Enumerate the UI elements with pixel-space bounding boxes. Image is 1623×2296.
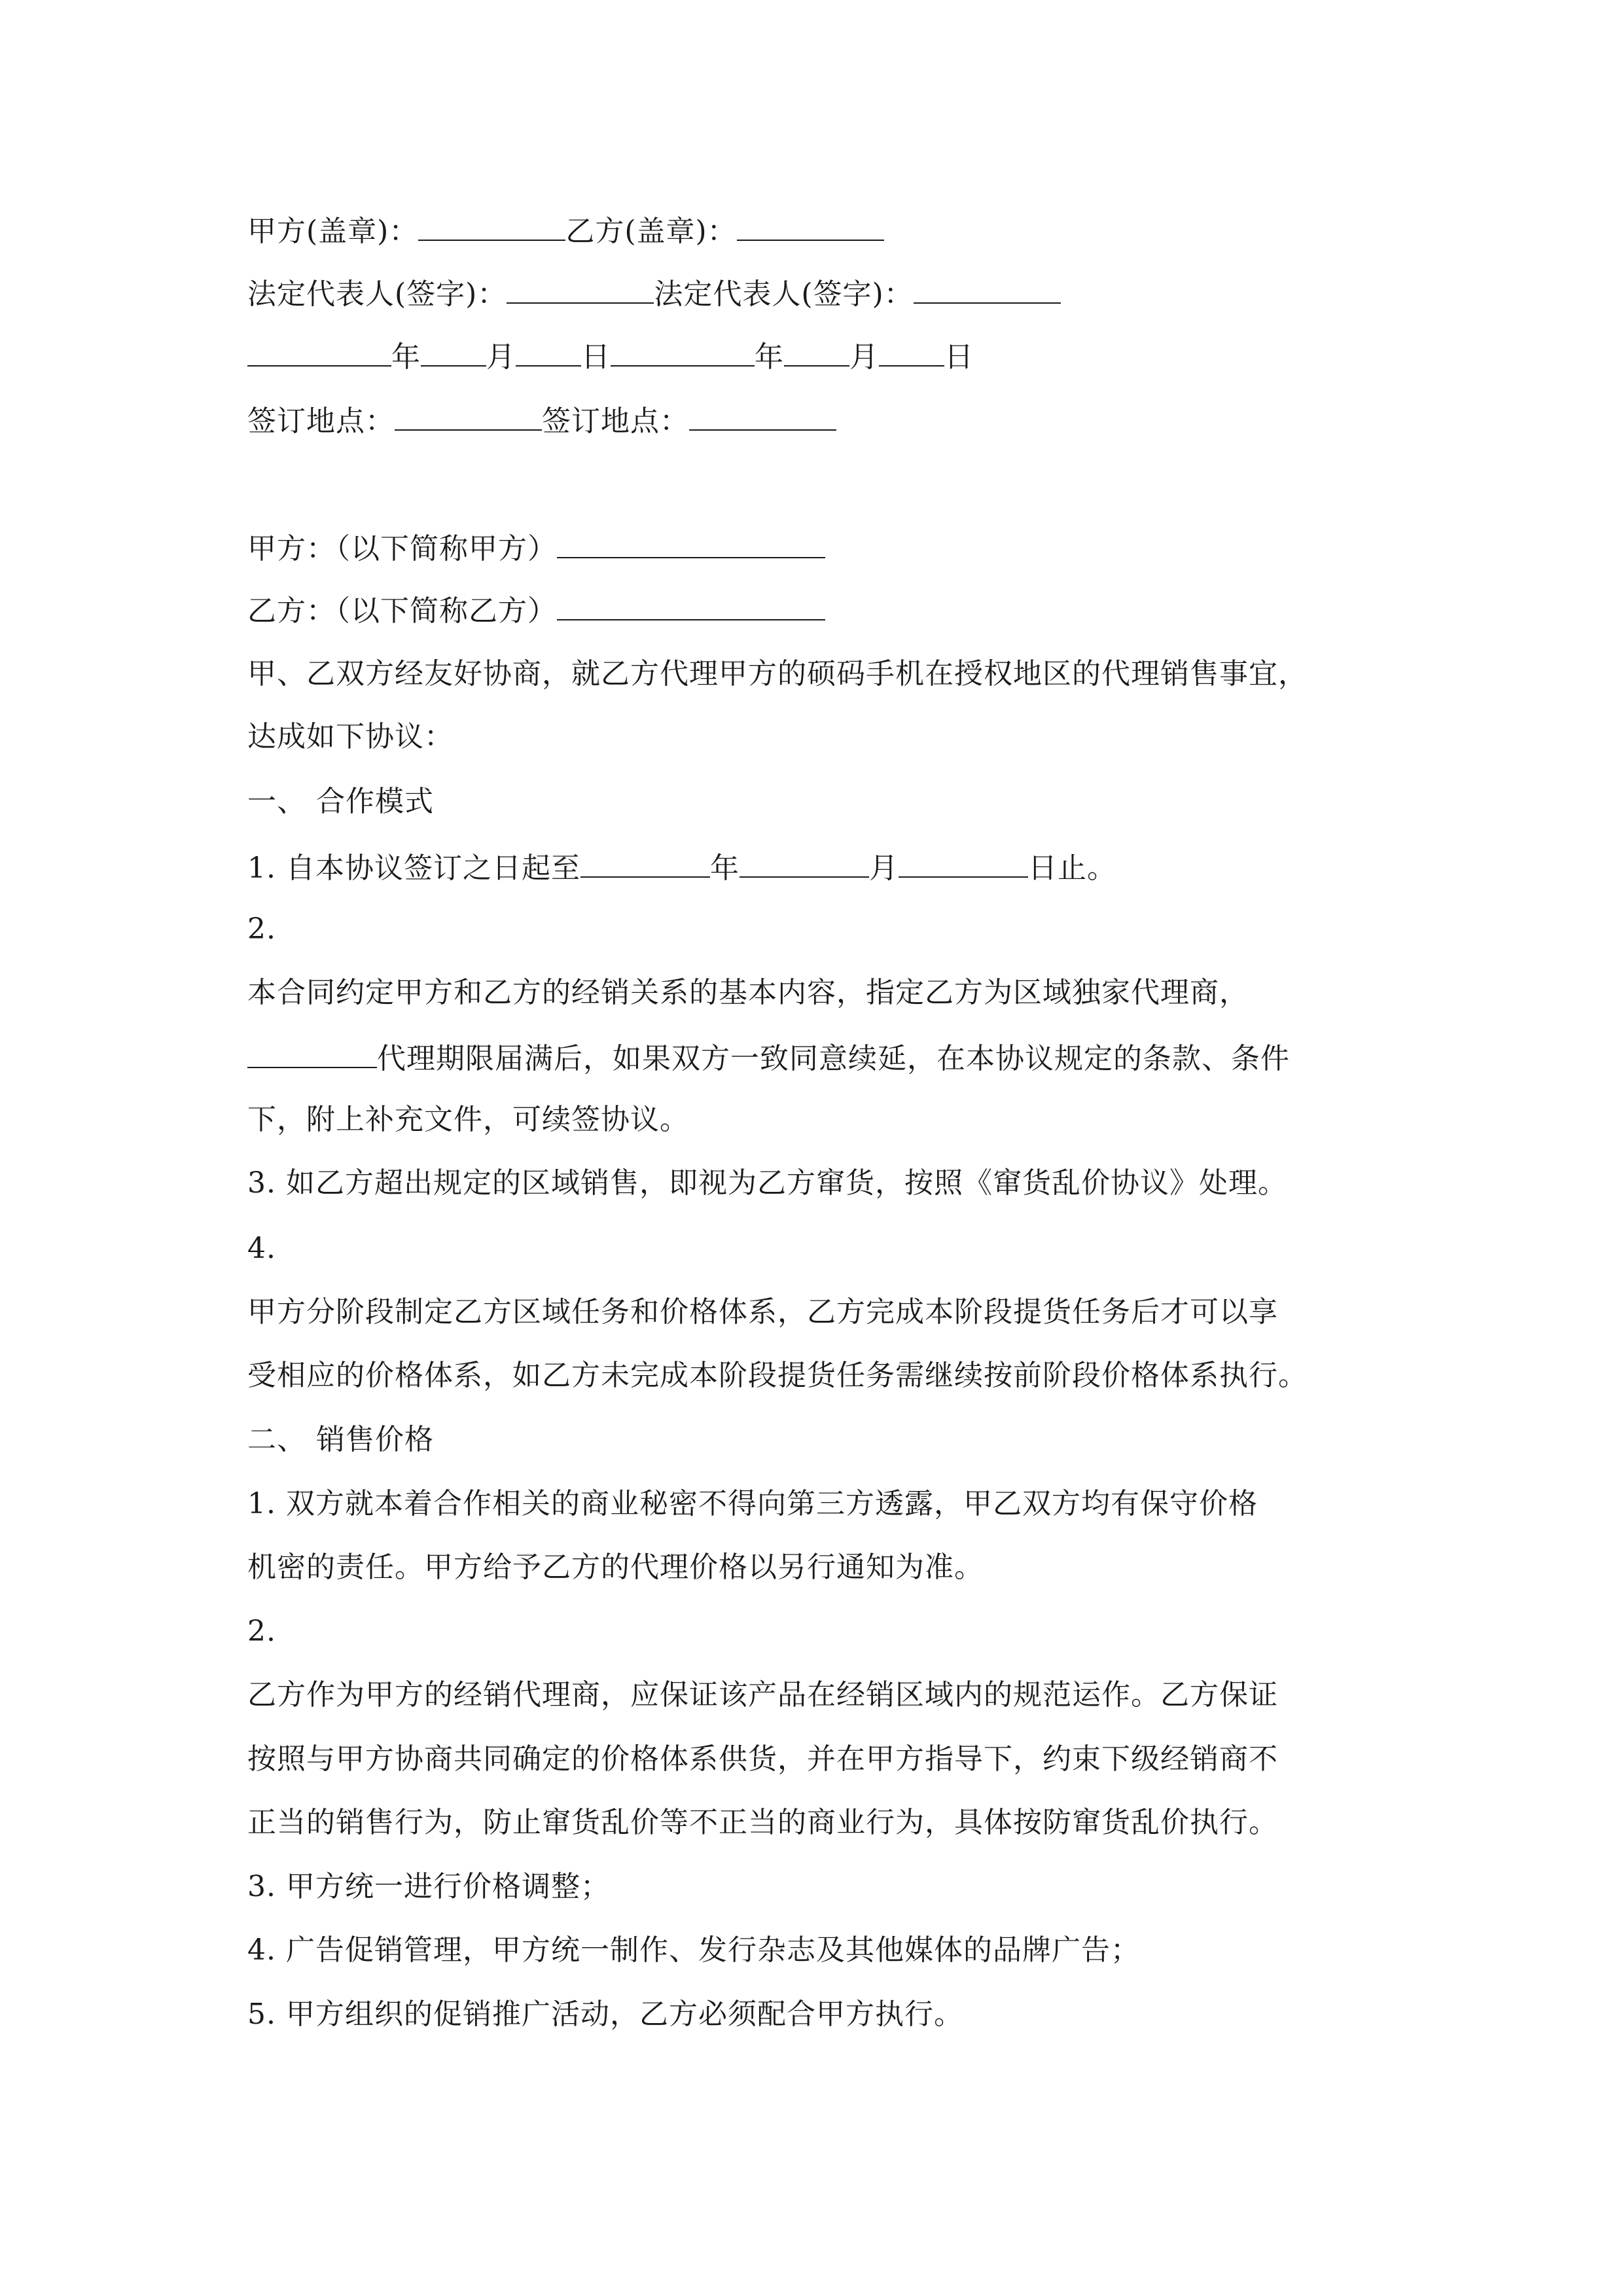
party-b-line [247,589,825,631]
party-a-label: 甲方：（以下简称甲方） [247,532,557,565]
section2-item2-line1: 乙方作为甲方的经销代理商，应保证该产品在经销区域内的规范运作。乙方保证 [247,1678,1278,1712]
date-b-year-label: 年 [755,340,784,374]
date-b-year-blank[interactable] [611,335,755,367]
place-line [247,399,836,441]
party-a-name-blank[interactable] [557,527,825,558]
place-b-label: 签订地点： [542,404,689,438]
date-a-month-label: 月 [486,340,516,374]
date-a-day-blank[interactable] [516,335,581,367]
section1-item4-line2: 受相应的价格体系，如乙方未完成本阶段提货任务需继续按前阶段价格体系执行。 [247,1359,1308,1392]
place-b-blank[interactable] [689,399,836,431]
party-a-line [247,527,825,569]
item1-month-blank[interactable] [740,846,869,878]
section1-item1 [247,846,1116,888]
item1-prefix: 1. 自本协议签订之日起至 [247,852,580,885]
section2-item2-line2: 按照与甲方协商共同确定的价格体系供货，并在甲方指导下，约束下级经销商不 [247,1742,1278,1776]
date-b-month-label: 月 [849,340,879,374]
section1-item2-line1: 本合同约定甲方和乙方的经销关系的基本内容，指定乙方为区域独家代理商， [247,976,1249,1009]
section1-heading: 一、 合作模式 [247,785,434,818]
section2-item1-line2: 机密的责任。甲方给予乙方的代理价格以另行通知为准。 [247,1551,984,1584]
section1-item2-line3: 下，附上补充文件，可续签协议。 [247,1103,689,1136]
place-a-label: 签订地点： [247,404,395,438]
section1-item3: 3. 如乙方超出规定的区域销售，即视为乙方窜货，按照《窜货乱价协议》处理。 [247,1166,1287,1200]
date-b-month-blank[interactable] [784,335,849,367]
legal-rep-a-blank[interactable] [507,272,654,304]
party-a-seal-label: 甲方(盖章)： [247,215,419,248]
place-a-blank[interactable] [395,399,542,431]
item1-year-blank[interactable] [580,846,710,878]
section2-item3: 3. 甲方统一进行价格调整； [247,1870,610,1903]
section1-item2-line2 [247,1037,1290,1079]
intro-line-2: 达成如下协议： [247,720,454,753]
date-a-year-blank[interactable] [247,335,391,367]
date-line [247,335,974,377]
intro-line-1: 甲、乙双方经友好协商，就乙方代理甲方的硕码手机在授权地区的代理销售事宜， [247,657,1308,691]
section1-item4-line1: 甲方分阶段制定乙方区域任务和价格体系，乙方完成本阶段提货任务后才可以享 [247,1295,1278,1329]
section2-item2-num: 2. [247,1615,276,1648]
item1-year-label: 年 [709,852,740,885]
party-b-label: 乙方：（以下简称乙方） [247,594,557,628]
date-b-day-label: 日 [944,340,974,374]
item1-day-blank[interactable] [899,846,1028,878]
seal-line [247,209,884,251]
party-b-seal-blank[interactable] [737,209,884,241]
date-a-year-label: 年 [391,340,421,374]
section1-item4-num: 4. [247,1232,276,1265]
legal-rep-line [247,272,1061,314]
legal-rep-b-blank[interactable] [914,272,1061,304]
section2-item1-line1: 1. 双方就本着合作相关的商业秘密不得向第三方透露，甲乙双方均有保守价格 [247,1487,1258,1520]
date-a-day-label: 日 [581,340,611,374]
item1-month-label: 月 [868,852,899,885]
date-b-day-blank[interactable] [879,335,944,367]
party-b-name-blank[interactable] [557,589,825,620]
section2-item4: 4. 广告促销管理，甲方统一制作、发行杂志及其他媒体的品牌广告； [247,1933,1140,1967]
legal-rep-b-label: 法定代表人(签字)： [654,278,914,311]
item2-line2-text: 代理期限届满后，如果双方一致同意续延，在本协议规定的条款、条件 [377,1042,1290,1075]
party-b-seal-label: 乙方(盖章)： [565,215,737,248]
item2-blank[interactable] [247,1037,377,1068]
section2-item5: 5. 甲方组织的促销推广活动，乙方必须配合甲方执行。 [247,1998,963,2031]
item1-end: 日止。 [1027,852,1116,885]
party-a-seal-blank[interactable] [418,209,565,241]
section2-item2-line3: 正当的销售行为，防止窜货乱价等不正当的商业行为，具体按防窜货乱价执行。 [247,1806,1278,1839]
section2-heading: 二、 销售价格 [247,1423,434,1456]
legal-rep-a-label: 法定代表人(签字)： [247,278,507,311]
date-a-month-blank[interactable] [421,335,486,367]
section1-item2-num: 2. [247,912,276,946]
